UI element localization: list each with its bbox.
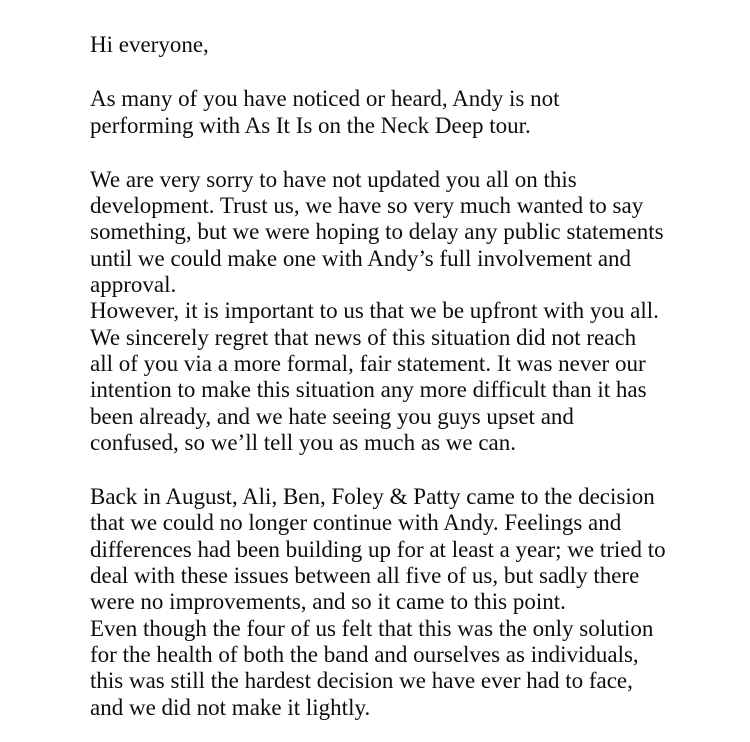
text-line: something, but we were hoping to delay any public statements — [90, 219, 664, 245]
text-line: However, it is important to us that we be upfront with you all. — [90, 298, 659, 324]
paragraph — [90, 167, 750, 456]
text-line: differences had been building up for at least a year; we tried to — [90, 536, 666, 562]
paragraph — [90, 86, 750, 139]
text-line: been already, and we hate seeing you guys upset and — [90, 403, 574, 429]
greeting-paragraph — [90, 32, 750, 58]
letter-body — [90, 86, 750, 721]
text-line: all of you via a more formal, fair statement. It was never our — [90, 350, 646, 376]
text-line: confused, so we’ll tell you as much as we can. — [90, 429, 517, 455]
text-line: this was still the hardest decision we have ever had to face, — [90, 668, 633, 694]
text-line: that we could no longer continue with Andy. Feelings and — [90, 510, 622, 536]
text-line: We are very sorry to have not updated you all on this — [90, 166, 577, 192]
text-line: Back in August, Ali, Ben, Foley & Patty came to the decision — [90, 484, 655, 510]
text-line: development. Trust us, we have so very much wanted to say — [90, 193, 644, 219]
text-line: approval. — [90, 272, 177, 298]
text-line: We sincerely regret that news of this situation did not reach — [90, 324, 637, 350]
greeting-line: Hi everyone, — [90, 32, 209, 57]
text-line: intention to make this situation any more difficult than it has — [90, 377, 647, 403]
text-line: Even though the four of us felt that this was the only solution — [90, 615, 654, 641]
text-line: deal with these issues between all five of us, but sadly there — [90, 563, 640, 589]
paragraph — [90, 484, 750, 721]
text-line: As many of you have noticed or heard, Andy is not — [90, 86, 560, 112]
text-line: were no improvements, and so it came to this point. — [90, 589, 566, 615]
text-line: until we could make one with Andy’s full involvement and — [90, 245, 632, 271]
text-line: for the health of both the band and ourselves as individuals, — [90, 641, 639, 667]
text-line: performing with As It Is on the Neck Deep tour. — [90, 112, 531, 138]
text-line: and we did not make it lightly. — [90, 694, 371, 720]
